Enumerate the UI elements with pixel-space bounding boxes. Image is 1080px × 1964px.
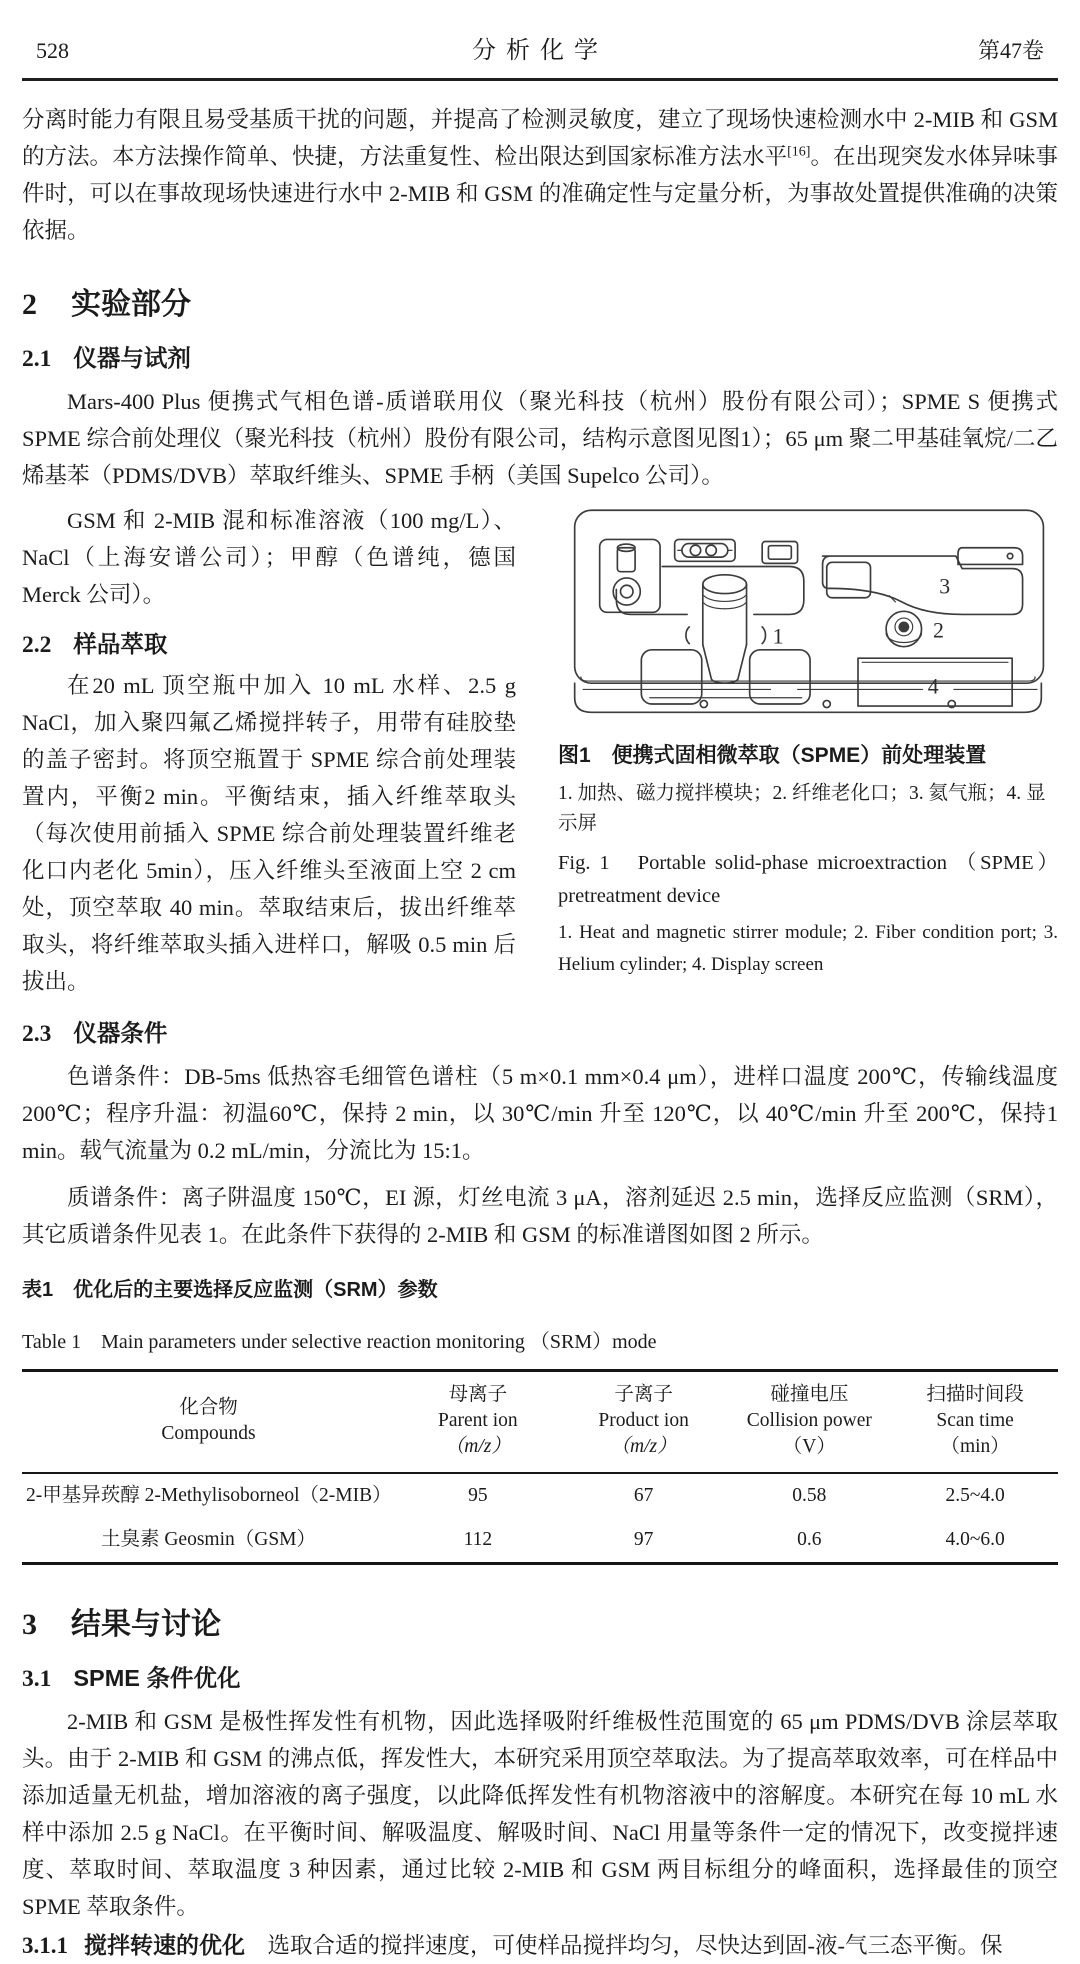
section-3-title: 结果与讨论 [71, 1608, 221, 1641]
section-3-1-1-title: 搅拌转速的优化 [84, 1932, 245, 1958]
section-2-3-number: 2.3 [22, 1021, 52, 1047]
cell-compound: 2-甲基异莰醇 2-Methylisoborneol（2-MIB） [26, 1485, 392, 1506]
section-3-heading [22, 1599, 1058, 1643]
spme-device-drawing [558, 504, 1058, 725]
cell-collision-power: 0.58 [792, 1485, 827, 1506]
section-2-number: 2 [22, 288, 37, 321]
ms-conditions-paragraph: 质谱条件：离子阱温度 150℃，EI 源，灯丝电流 3 μA，溶剂延迟 2.5 min，选择反应监测（SRM），其它质谱条件见表 1。在此条件下获得的 2-MIB 和 GSM 的标准谱图如图 2 所示。 [22, 1185, 1058, 1247]
col-header-collision-power: 碰撞电压 Collision power （V） [746, 1384, 872, 1457]
volume-label: 第47卷 [977, 38, 1044, 63]
section-2-1-paragraph: Mars-400 Plus 便携式气相色谱-质谱联用仪（聚光科技（杭州）股份有限公司）；SPME S 便携式 SPME 综合前处理仪（聚光科技（杭州）股份有限公司，结构示意图见图1）；65 μm 聚二甲基硅氧烷/二乙烯基苯（PDMS/DVB）萃取纤维头、SPME 手柄（美国 Supelco 公司）。 [22, 389, 1058, 488]
section-2-title: 实验部分 [71, 288, 191, 321]
figure-label-4: 4 [927, 674, 939, 699]
cell-collision-power: 0.6 [797, 1529, 822, 1550]
section-3-1-heading [22, 1659, 1058, 1693]
table-row [22, 1473, 1058, 1518]
gc-conditions-paragraph: 色谱条件：DB-5ms 低热容毛细管色谱柱（5 m×0.1 mm×0.4 μm），进样口温度 200℃，传输线温度 200℃；程序升温：初温60℃，保持 2 min，以 30℃/min 升至 120℃，以 40℃/min 升至 200℃，保持1 min。载气流量为 0.2 mL/min，分流比为 15:1。 [22, 1064, 1058, 1163]
section-2-heading [22, 279, 1058, 323]
table-row [22, 1518, 1058, 1564]
section-3-1-1-heading [22, 1932, 245, 1958]
two-column-block [22, 502, 1058, 1000]
journal-title: 分析化学 [472, 38, 608, 64]
cell-parent-ion: 95 [468, 1485, 488, 1506]
figure-1 [558, 502, 1058, 981]
srm-parameters-table [22, 1369, 1058, 1565]
section-2-2-heading [22, 625, 516, 659]
col-header-scan-time: 扫描时间段 Scan time （min） [926, 1384, 1024, 1457]
reagents-paragraph: GSM 和 2-MIB 混和标准溶液（100 mg/L）、NaCl（上海安谱公司）；甲醇（色谱纯，德国 Merck 公司）。 [22, 508, 516, 607]
cell-scan-time: 4.0~6.0 [945, 1529, 1005, 1550]
section-2-1-heading [22, 339, 1058, 373]
intro-paragraph [22, 101, 1058, 249]
cell-product-ion: 67 [633, 1485, 654, 1506]
section-2-3-heading [22, 1014, 1058, 1048]
intro-text-after-ref: 。在出现突发水体异味事件时，可以在事故现场快速进行水中 2-MIB 和 GSM 的准确定性与定量分析，为事故处置提供准确的决策依据。 [22, 144, 1058, 243]
figure-1-legend-en: 1. Heat and magnetic stirrer module; 2. Fiber condition port; 3. Helium cylinder; 4. Display screen [558, 921, 1058, 975]
section-2-2-number: 2.2 [22, 632, 52, 658]
left-column [22, 502, 516, 1000]
section-3-number: 3 [22, 1608, 37, 1641]
section-3-1-title: SPME 条件优化 [73, 1665, 241, 1691]
figure-label-2: 2 [932, 618, 944, 643]
section-2-2-paragraph: 在20 mL 顶空瓶中加入 10 mL 水样、2.5 g NaCl，加入聚四氟乙烯搅拌转子，用带有硅胶垫的盖子密封。将顶空瓶置于 SPME 综合前处理装置内，平衡2 min。平衡结束，插入纤维萃取头（每次使用前插入 SPME 综合前处理装置纤维老化口内老化 5min），压入纤维头至液面上空 2 cm 处，顶空萃取 40 min。萃取结束后，拔出纤维萃取头，将纤维萃取头插入进样口，解吸 0.5 min 后拔出。 [22, 673, 516, 994]
section-3-1-1-number: 3.1.1 [22, 1933, 68, 1958]
section-2-2-title: 样品萃取 [73, 631, 168, 657]
table-1-caption-zh: 表1 优化后的主要选择反应监测（SRM）参数 [22, 1279, 438, 1301]
section-2-1-title: 仪器与试剂 [73, 345, 191, 371]
section-3-1-paragraph: 2-MIB 和 GSM 是极性挥发性有机物，因此选择吸附纤维极性范围宽的 65 μm PDMS/DVB 涂层萃取头。由于 2-MIB 和 GSM 的沸点低，挥发性大，本研究采用顶空萃取法。为了提高萃取效率，可在样品中添加适量无机盐，增加溶液的离子强度，以此降低挥发性有机物溶液中的溶解度。本研究在每 10 mL 水样中添加 2.5 g NaCl。在平衡时间、解吸温度、解吸时间、NaCl 用量等条件一定的情况下，改变搅拌速度、萃取时间、萃取温度 3 种因素，通过比较 2-MIB 和 GSM 两目标组分的峰面积，选择最佳的顶空 SPME 萃取条件。 [22, 1709, 1058, 1919]
figure-1-caption-zh: 图1 便携式固相微萃取（SPME）前处理装置 [558, 743, 987, 767]
section-3-1-number: 3.1 [22, 1666, 52, 1692]
cell-scan-time: 2.5~4.0 [945, 1485, 1005, 1506]
running-head [22, 30, 1058, 81]
cell-product-ion: 97 [633, 1529, 654, 1550]
section-3-1-1-text: 选取合适的搅拌速度，可使样品搅拌均匀，尽快达到固-液-气三态平衡。保 [267, 1933, 1003, 1958]
figure-1-caption-en: Fig. 1 Portable solid-phase microextraction （SPME） pretreatment device [558, 851, 1058, 907]
figure-column [558, 502, 1058, 1000]
page-number: 528 [36, 38, 69, 63]
col-header-compounds: 化合物 Compounds [161, 1397, 256, 1444]
cell-compound: 土臭素 Geosmin（GSM） [100, 1529, 317, 1550]
figure-label-1: 1 [772, 624, 784, 649]
section-2-1-number: 2.1 [22, 346, 52, 372]
col-header-product-ion: 子离子 Product ion （m/z） [598, 1384, 689, 1457]
cell-parent-ion: 112 [463, 1529, 493, 1550]
section-2-3-title: 仪器条件 [73, 1020, 168, 1046]
section-3-1-1-line [22, 1927, 1058, 1964]
table-1-caption-en: Table 1 Main parameters under selective reaction monitoring （SRM）mode [22, 1331, 657, 1353]
figure-label-3: 3 [939, 574, 951, 599]
table-header-row [22, 1371, 1058, 1474]
figure-1-legend-zh: 1. 加热、磁力搅拌模块；2. 纤维老化口；3. 氦气瓶；4. 显示屏 [558, 782, 1046, 834]
intro-text-before-ref: 分离时能力有限且易受基质干扰的问题，并提高了检测灵敏度，建立了现场快速检测水中 2-MIB 和 GSM 的方法。本方法操作简单、快捷，方法重复性、检出限达到国家标准方法水平 [22, 107, 1058, 169]
col-header-parent-ion: 母离子 Parent ion （m/z） [438, 1384, 518, 1457]
reference-marker: [16] [787, 144, 811, 160]
